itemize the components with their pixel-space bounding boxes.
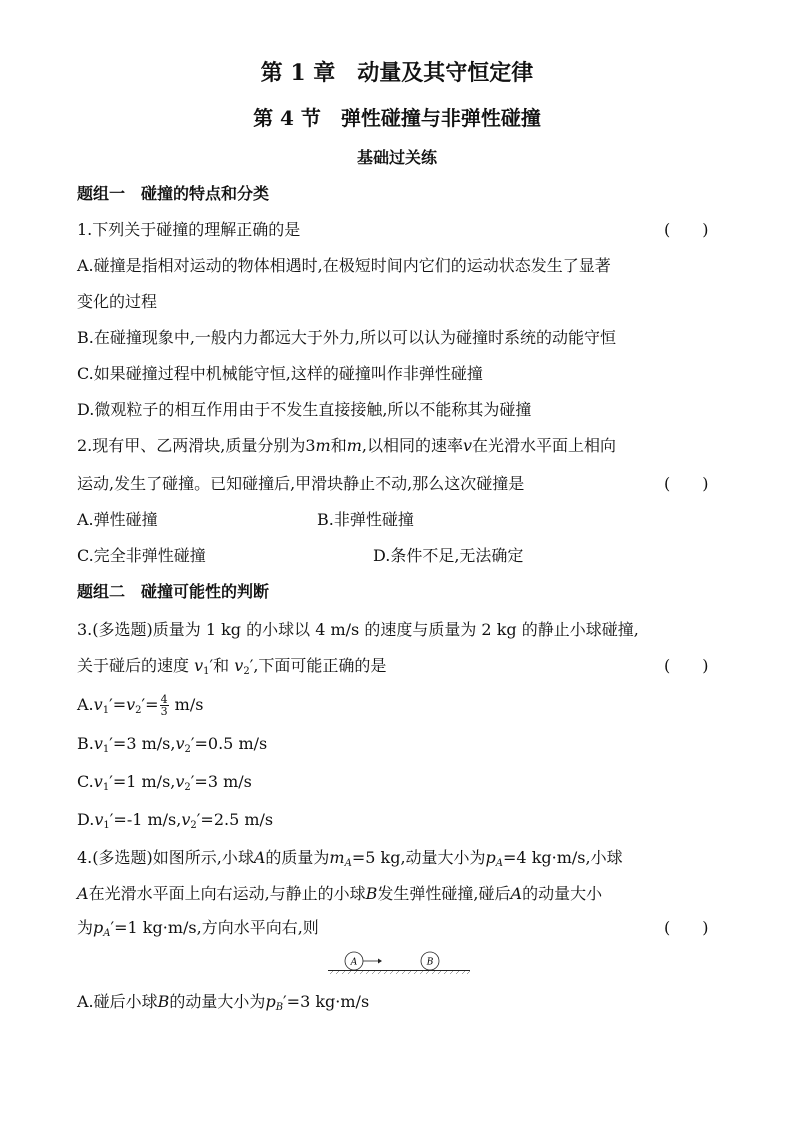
var-p: p — [93, 918, 104, 937]
sub: 2 — [243, 666, 250, 677]
q4-answer-blank: ( ) — [664, 918, 709, 937]
sub: 2 — [190, 820, 197, 831]
var-v: v — [175, 734, 185, 753]
q3-option-b — [77, 734, 267, 760]
text: 在光滑水平面上向右运动,与静止的小球 — [88, 884, 366, 903]
text: 关于碰后的速度 — [77, 656, 190, 675]
var-p: p — [485, 848, 496, 867]
q4-stem-line3 — [77, 918, 319, 944]
var-m: m — [329, 848, 345, 867]
ball-a-label: A — [350, 957, 358, 968]
var-p: p — [265, 992, 276, 1011]
var-A: A — [77, 884, 89, 903]
sub: 1 — [103, 820, 110, 831]
prime: ′ — [109, 772, 113, 791]
var-v: v — [93, 734, 103, 753]
q3-option-a — [77, 694, 203, 721]
sub: 1 — [102, 705, 110, 716]
text: =3 m/s — [194, 772, 252, 791]
q2-option-c: C.完全非弹性碰撞 — [77, 546, 206, 565]
text: 2.现有甲、乙两滑块,质量分别为3 — [77, 436, 316, 455]
q2-answer-blank: ( ) — [664, 474, 709, 493]
numerator: 4 — [160, 693, 168, 706]
section-title: 第 4 节 弹性碰撞与非弹性碰撞 — [253, 106, 541, 130]
sub: 1 — [102, 782, 110, 793]
text: 的质量为 — [265, 848, 330, 867]
text: 的动量大小为 — [169, 992, 266, 1011]
q4-stem-line2 — [77, 884, 602, 904]
var-v: v — [93, 695, 103, 714]
text: 4.(多选题)如图所示,小球 — [77, 848, 254, 867]
q2-option-b: B.非弹性碰撞 — [317, 510, 414, 529]
var-v: v — [94, 810, 104, 829]
text: C. — [77, 772, 94, 791]
q1-answer-blank: ( ) — [664, 220, 709, 239]
var-B: B — [365, 884, 378, 903]
text: =1 m/s, — [112, 772, 176, 791]
text: =3 m/s, — [112, 734, 176, 753]
prime: ′ — [109, 810, 114, 829]
collision-diagram — [326, 945, 472, 979]
var-A: A — [253, 848, 266, 867]
group-heading-1: 题组一 碰撞的特点和分类 — [77, 184, 270, 203]
q4-stem-line1 — [77, 848, 623, 874]
text: ′=3 kg·m/s — [283, 992, 370, 1011]
q3-option-d — [77, 810, 273, 836]
var-v: v — [181, 810, 191, 829]
q1-option-d: D.微观粒子的相互作用由于不发生直接接触,所以不能称其为碰撞 — [77, 400, 532, 419]
sub: 2 — [184, 782, 191, 793]
sub: 2 — [135, 705, 142, 716]
sub: 2 — [184, 744, 191, 755]
ground-hatching — [330, 971, 470, 974]
text: 和 — [213, 656, 230, 675]
prime: ′ — [209, 656, 214, 675]
fraction — [160, 694, 169, 717]
text: ′=1 kg·m/s,方向水平向右,则 — [110, 918, 319, 937]
sub-A: A — [103, 928, 111, 939]
ball-b-label: B — [426, 957, 434, 968]
sub-A: A — [344, 858, 352, 869]
q1-option-c: C.如果碰撞过程中机械能守恒,这样的碰撞叫作非弹性碰撞 — [77, 364, 483, 383]
var-B: B — [157, 992, 170, 1011]
sub-A: A — [495, 858, 504, 869]
prime: ′ — [190, 734, 195, 753]
text: =4 kg·m/s,小球 — [503, 848, 623, 867]
prime: ′ — [109, 695, 113, 714]
q2-stem-line2: 运动,发生了碰撞。已知碰撞后,甲滑块静止不动,那么这次碰撞是 — [77, 474, 525, 493]
q3-option-c — [77, 772, 252, 798]
q3-stem-line2 — [77, 656, 386, 682]
q2-option-a: A.弹性碰撞 — [77, 510, 158, 529]
q4-option-a — [77, 992, 369, 1018]
q2-option-d: D.条件不足,无法确定 — [373, 546, 524, 565]
text: = — [112, 695, 127, 714]
sub: 1 — [203, 666, 210, 677]
text: A.碰后小球 — [77, 992, 158, 1011]
text: =5 kg,动量大小为 — [351, 848, 486, 867]
sub-B: B — [275, 1002, 284, 1013]
text: A. — [77, 695, 94, 714]
var-m: m — [315, 436, 331, 455]
text: =-1 m/s, — [113, 810, 182, 829]
q1-option-a-line2: 变化的过程 — [77, 292, 158, 311]
text: 为 — [77, 918, 94, 937]
prime: ′ — [190, 772, 195, 791]
var-v: v — [126, 695, 136, 714]
var-m: m — [346, 436, 362, 455]
text: 和 — [330, 436, 347, 455]
prime: ′ — [196, 810, 201, 829]
q3-answer-blank: ( ) — [664, 656, 709, 675]
text: 发生弹性碰撞,碰后 — [377, 884, 511, 903]
var-v: v — [93, 772, 103, 791]
text: 在光滑水平面上相向 — [472, 436, 617, 455]
text: =2.5 m/s — [200, 810, 274, 829]
prime: ′ — [249, 656, 254, 675]
q1-option-b: B.在碰撞现象中,一般内力都远大于外力,所以可以认为碰撞时系统的动能守恒 — [77, 328, 617, 347]
text: ,以相同的速率 — [361, 436, 463, 455]
chapter-title: 第 1 章 动量及其守恒定律 — [260, 60, 534, 86]
var-v: v — [234, 656, 244, 675]
var-v: v — [175, 772, 185, 791]
q1-option-a-line1: A.碰撞是指相对运动的物体相遇时,在极短时间内它们的运动状态发生了显著 — [77, 256, 611, 275]
prime: ′ — [141, 695, 146, 714]
q3-stem-line1: 3.(多选题)质量为 1 kg 的小球以 4 m/s 的速度与质量为 2 kg 的静止小球碰撞, — [77, 620, 639, 639]
text: D. — [77, 810, 95, 829]
text: B. — [77, 734, 94, 753]
group-heading-2: 题组二 碰撞可能性的判断 — [77, 582, 270, 601]
text: ,下面可能正确的是 — [253, 656, 387, 675]
text: =0.5 m/s — [194, 734, 268, 753]
var-v: v — [194, 656, 204, 675]
text: 的动量大小 — [522, 884, 603, 903]
text: = — [145, 695, 159, 714]
q1-stem: 1.下列关于碰撞的理解正确的是 — [77, 220, 301, 239]
denominator: 3 — [160, 705, 168, 718]
var-A: A — [510, 884, 523, 903]
arrowhead-icon — [378, 959, 382, 964]
text: m/s — [169, 695, 204, 714]
q2-stem-line1 — [77, 436, 616, 456]
subtitle: 基础过关练 — [356, 148, 437, 167]
var-v: v — [463, 436, 473, 455]
sub: 1 — [102, 744, 110, 755]
prime: ′ — [109, 734, 113, 753]
